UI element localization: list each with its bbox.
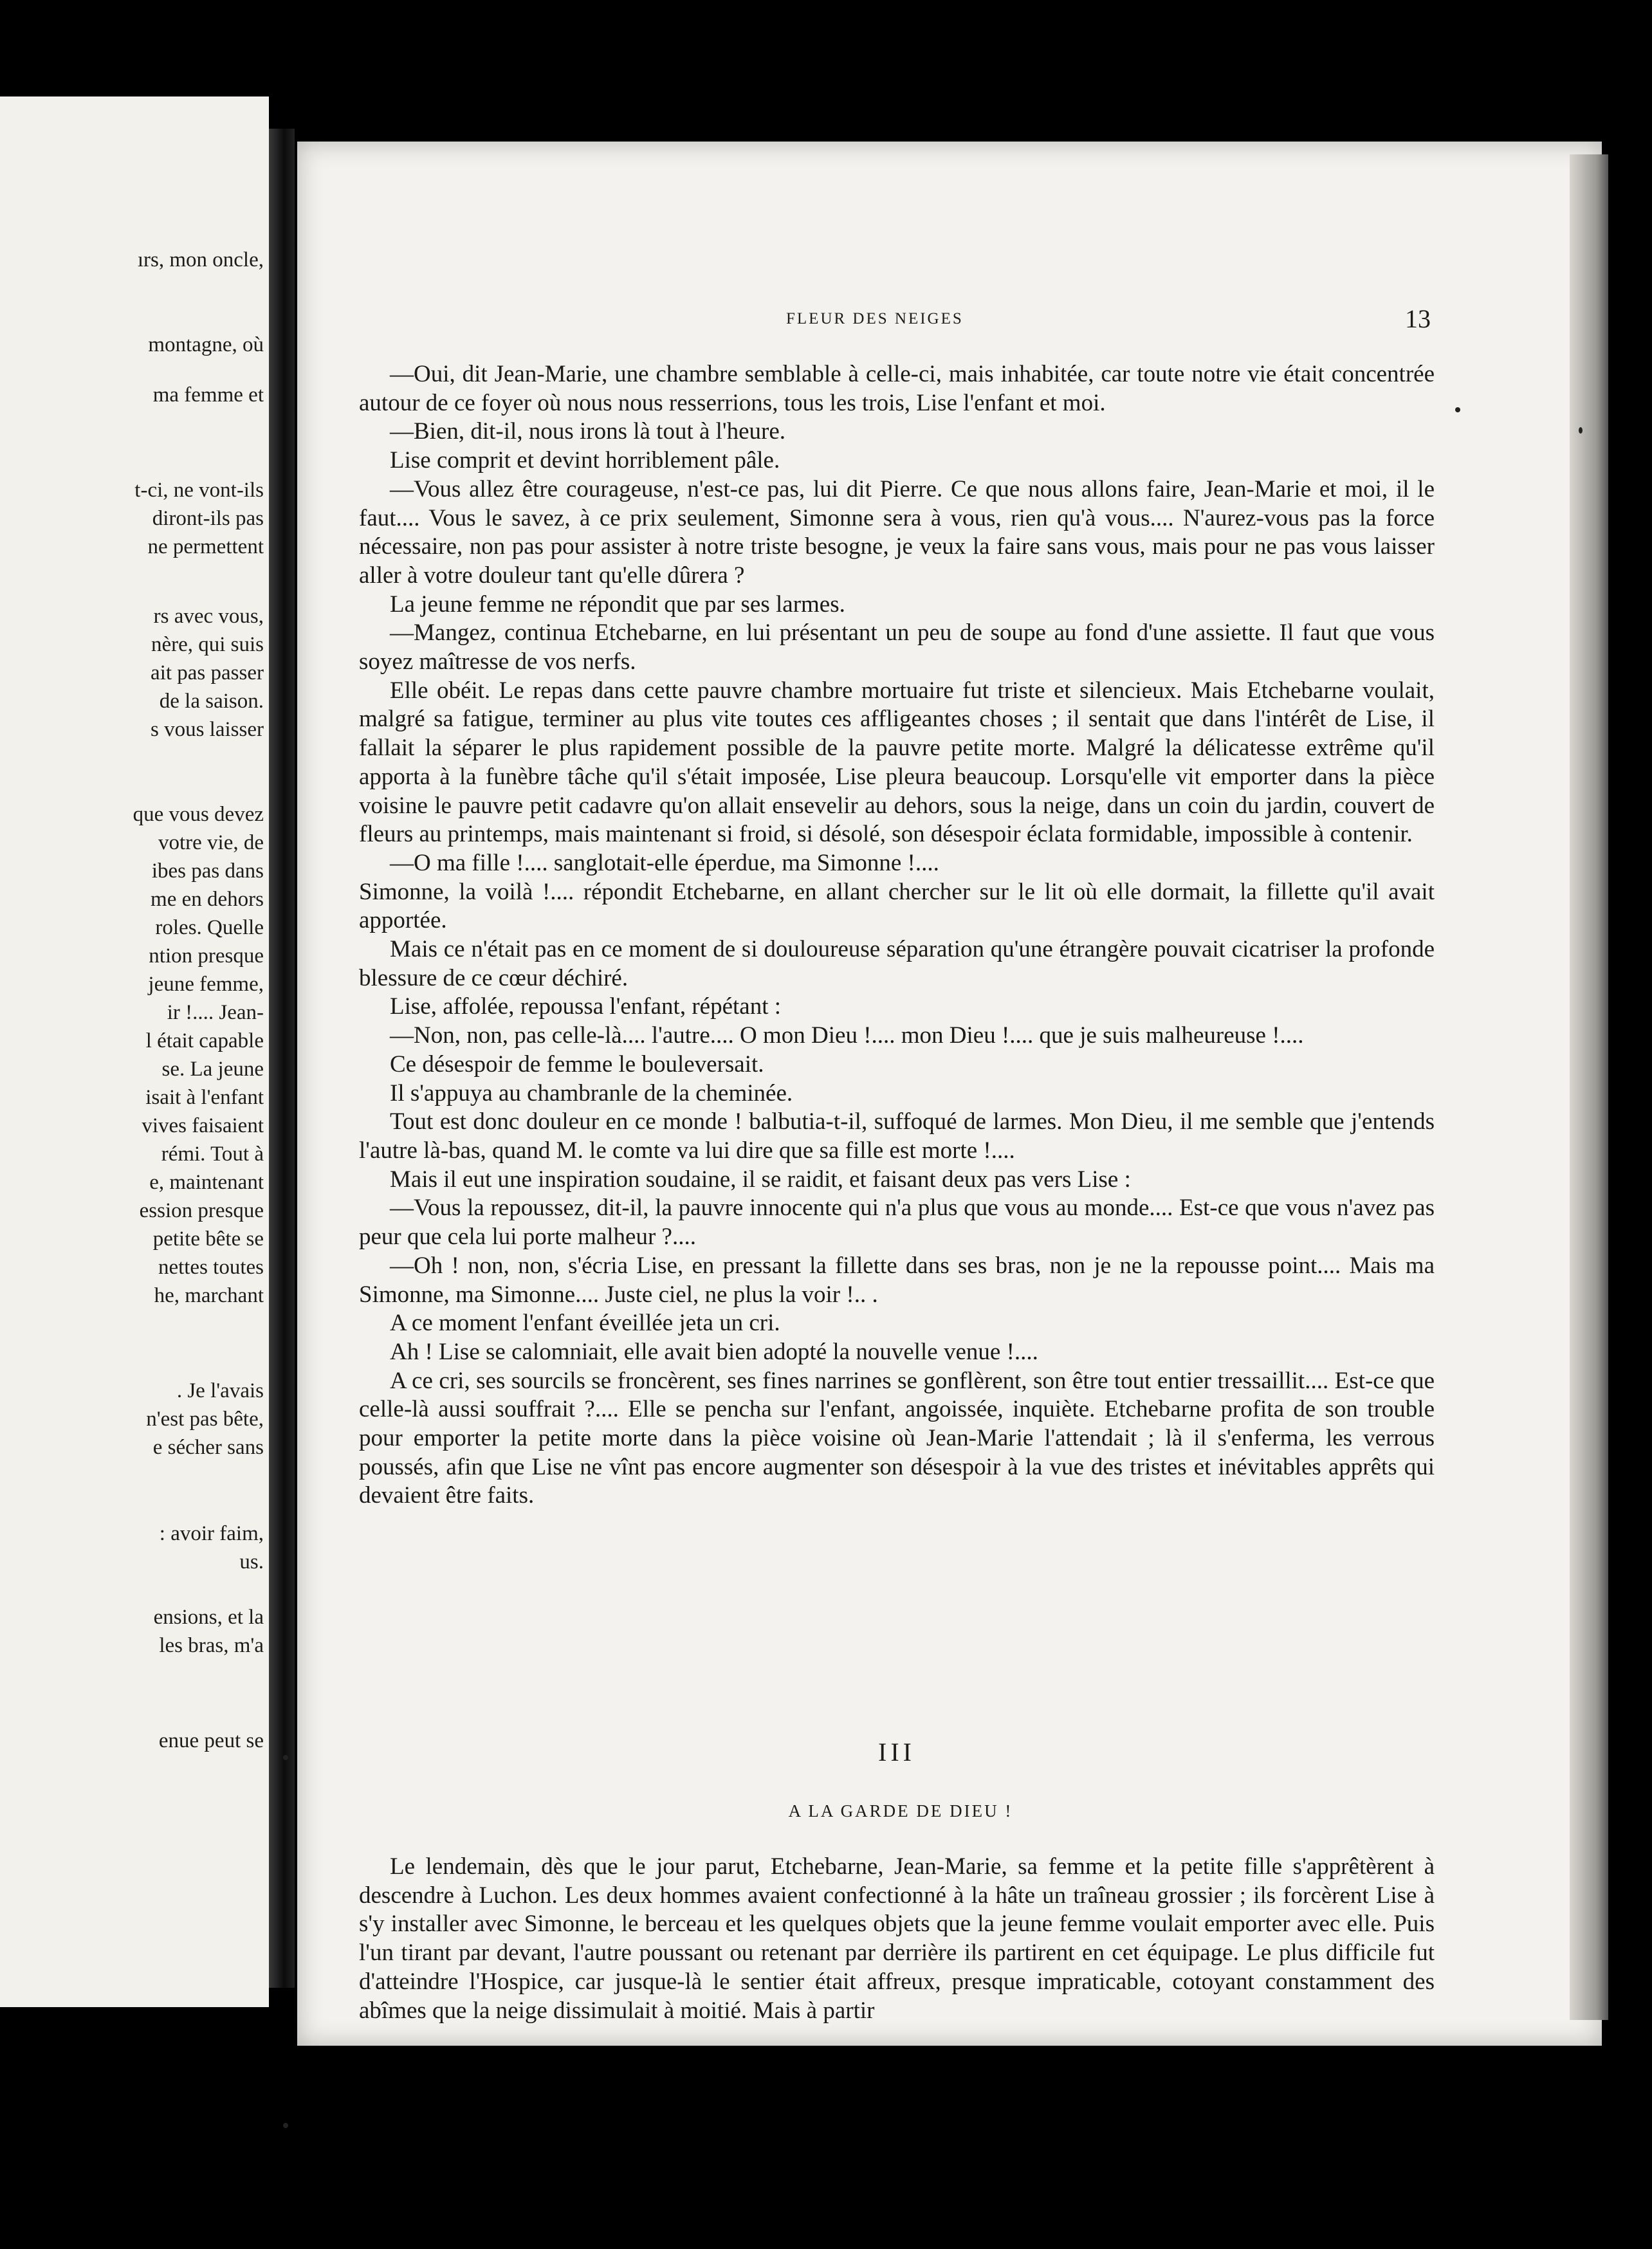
left-page-line: ensions, et la: [153, 1606, 264, 1629]
left-page-line: que vous devez: [133, 803, 264, 826]
ink-speck: [1579, 427, 1583, 434]
left-page-line: e sécher sans: [152, 1436, 264, 1459]
paragraph: Mais ce n'était pas en ce moment de si douloureuse séparation qu'une étrangère pouvait cicatriser la profonde blessure de ce cœur déchiré.: [359, 936, 1435, 991]
paragraph: —Mangez, continua Etchebarne, en lui présentant un peu de soupe au fond d'une assiette. Il faut que vous soyez maîtresse de vos nerfs.: [359, 620, 1435, 675]
left-page-line: ession presque: [139, 1199, 264, 1222]
paragraph: Ce désespoir de femme le bouleversait.: [390, 1051, 764, 1078]
chapter-text: [359, 1853, 1435, 2025]
running-head: FLEUR DES NEIGES: [786, 310, 964, 327]
left-page-line: les bras, m'a: [159, 1634, 264, 1657]
ink-speck: [1455, 407, 1460, 412]
paragraph: Il s'appuya au chambranle de la cheminée.: [390, 1079, 793, 1106]
left-page-line: . Je l'avais: [176, 1379, 264, 1402]
paragraph: —Vous la repoussez, dit-il, la pauvre innocente qui n'a plus que vous au monde.... Est-ce que vous n'avez pas peur que cela lui porte malheur ?....: [359, 1195, 1435, 1251]
paragraph: Simonne, la voilà !.... répondit Etchebarne, en allant chercher sur le lit où elle dormait, la fillette qu'il avait apportée.: [359, 878, 1435, 934]
left-page-line: ma femme et: [152, 383, 264, 407]
left-page-line: : avoir faim,: [159, 1522, 264, 1545]
left-page-line: us.: [239, 1550, 264, 1574]
left-page-line: jeune femme,: [148, 973, 264, 996]
left-page-line: vives faisaient: [142, 1114, 264, 1137]
paragraph: Tout est donc douleur en ce monde ! balbutia-t-il, suffoqué de larmes. Mon Dieu, il me semble que j'entends l'autre là-bas, quand M. le comte va lui dire que sa fille est morte !....: [359, 1108, 1435, 1164]
paragraph: Lise comprit et devint horriblement pâle.: [390, 447, 780, 474]
paragraph: —Bien, dit-il, nous irons là tout à l'heure.: [390, 418, 786, 445]
left-page-line: l était capable: [145, 1029, 264, 1052]
left-page-line: montagne, où: [148, 333, 264, 356]
left-page-line: nettes toutes: [158, 1256, 264, 1279]
ink-speck: [283, 1755, 288, 1760]
left-page-line: se. La jeune: [161, 1058, 264, 1081]
left-page-line: votre vie, de: [158, 831, 264, 854]
left-page-line: diront-ils pas: [152, 507, 264, 530]
paragraph: —Non, non, pas celle-là.... l'autre.... O mon Dieu !.... mon Dieu !.... que je suis malheureuse !....: [390, 1022, 1304, 1049]
page-edge: [1570, 154, 1608, 2020]
left-page-line: de la saison.: [159, 690, 264, 713]
left-page-line: petite bête se: [152, 1227, 264, 1251]
left-page-line: ne permettent: [147, 535, 264, 558]
left-page-line: nère, qui suis: [151, 633, 264, 656]
left-page-line: ir !.... Jean-: [167, 1001, 264, 1024]
page-number: 13: [1405, 304, 1431, 333]
left-page-line: enue peut se: [158, 1729, 264, 1752]
paragraph: Lise, affolée, repoussa l'enfant, répétant :: [390, 993, 782, 1020]
paragraph: Mais il eut une inspiration soudaine, il se raidit, et faisant deux pas vers Lise :: [390, 1166, 1131, 1193]
paragraph: —Oui, dit Jean-Marie, une chambre semblable à celle-ci, mais inhabitée, car toute notre vie était concentrée autour de ce foyer où nous nous resserrions, tous les trois, Lise l'enfant et moi.: [359, 361, 1435, 416]
chapter-title: A LA GARDE DE DIEU !: [788, 1801, 1013, 1821]
left-page-fragment: [0, 96, 269, 2007]
left-page-line: ntion presque: [149, 944, 264, 968]
left-page-line: n'est pas bête,: [146, 1408, 264, 1431]
paragraph: —Oh ! non, non, s'écria Lise, en pressant la fillette dans ses bras, non je ne la repousse point.... Mais ma Simonne, ma Simonne.... Juste ciel, ne plus la voir !.. .: [359, 1252, 1435, 1308]
chapter-number: III: [878, 1738, 915, 1767]
paragraph: Le lendemain, dès que le jour parut, Etchebarne, Jean-Marie, sa femme et la petite fille s'apprêtèrent à descendre à Luchon. Les deux hommes avaient confectionné à la hâte un traîneau grossier ; ils forcèrent Lise à s'y installer avec Simonne, le berceau et les quelques objets que la jeune femme voulait emporter avec elle. Puis l'un tirant par devant, l'autre poussant ou retenant par derrière ils partirent en cet équipage. Le plus difficile fut d'atteindre l'Hospice, car jusque-là le sentier était affreux, presque impraticable, cotoyant constamment des abîmes que la neige dissimulait à moitié. Mais à partir: [359, 1853, 1435, 2024]
left-page-line: rs avec vous,: [153, 605, 264, 628]
paragraph: La jeune femme ne répondit que par ses larmes.: [390, 591, 845, 618]
left-page-line: rémi. Tout à: [161, 1143, 264, 1166]
left-page-line: roles. Quelle: [155, 916, 264, 939]
ink-speck: [283, 2123, 288, 2128]
left-page-line: he, marchant: [154, 1284, 264, 1307]
paragraph: Elle obéit. Le repas dans cette pauvre chambre mortuaire fut triste et silencieux. Mais Etchebarne voulait, malgré sa fatigue, terminer au plus vite toutes ces affligeantes choses ; il sentait que dans l'intérêt de Lise, il fallait la séparer le plus rapidement possible de la pauvre petite morte. Malgré la délicatesse extrême qu'il apporta à la funèbre tâche qu'il s'était imposée, Lise pleura beaucoup. Lorsqu'elle vit emporter dans la pièce voisine le pauvre petit cadavre qu'on allait ensevelir au dehors, sous la neige, dans un coin du jardin, couvert de fleurs au printemps, mais maintenant si froid, si désolé, son désespoir éclata formidable, impossible à contenir.: [359, 677, 1435, 848]
paragraph: —Vous allez être courageuse, n'est-ce pas, lui dit Pierre. Ce que nous allons faire, Jean-Marie et moi, il le faut.... Vous le savez, à ce prix seulement, Simonne sera à vous, rien qu'à vous.... N'aurez-vous pas la force nécessaire, non pas pour assister à notre triste besogne, je veux la faire sans vous, mais pour ne pas vous laisser aller à votre douleur tant qu'elle dûrera ?: [359, 475, 1435, 589]
left-page-line: ait pas passer: [151, 661, 264, 684]
paragraph: A ce moment l'enfant éveillée jeta un cri.: [390, 1310, 780, 1337]
left-page-line: e, maintenant: [149, 1171, 264, 1194]
paragraph: Ah ! Lise se calomniait, elle avait bien adopté la nouvelle venue !....: [390, 1338, 1038, 1365]
left-page-line: isait à l'enfant: [145, 1086, 264, 1109]
paragraph: —O ma fille !.... sanglotait-elle éperdue, ma Simonne !....: [390, 849, 939, 876]
book-gutter: [269, 129, 295, 1988]
left-page-line: ırs, mon oncle,: [137, 248, 264, 271]
body-text: [359, 360, 1435, 1510]
left-page-line: ibes pas dans: [151, 859, 264, 883]
left-page-line: s vous laisser: [151, 718, 264, 741]
paragraph: A ce cri, ses sourcils se froncèrent, ses fines narrines se gonflèrent, son être tout entier tressaillit.... Est-ce que celle-là aussi souffrait ?.... Elle se pencha sur l'enfant, angoissée, inquiète. Etchebarne profita de son trouble pour emporter la petite morte dans la pièce voisine où Jean-Marie l'attendait ; là il s'enferma, les verrous poussés, afin que Lise ne vînt pas encore augmenter son désespoir à la vue des tristes et inévitables apprêts qui devaient être faits.: [359, 1367, 1435, 1509]
left-page-line: t-ci, ne vont-ils: [134, 479, 264, 502]
left-page-line: me en dehors: [151, 888, 264, 911]
